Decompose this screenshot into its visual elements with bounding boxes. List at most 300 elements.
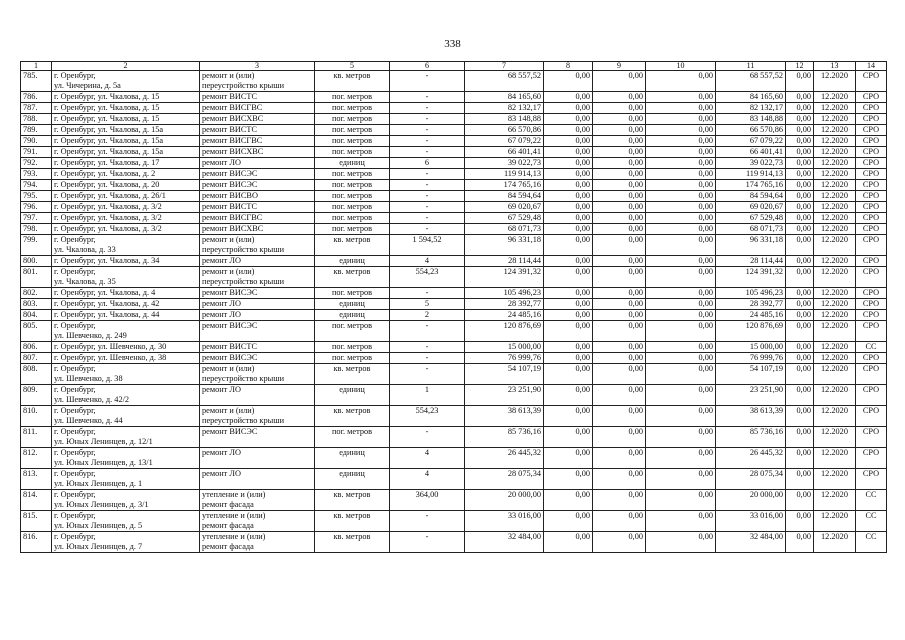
- unit-cell: пог. метров: [315, 213, 390, 224]
- work-line: ремонт ВИСЭС: [202, 169, 258, 178]
- work-line: ремонт ВИСХВС: [202, 224, 264, 233]
- quantity-cell: -: [390, 125, 465, 136]
- table-row: [21, 213, 887, 224]
- date-cell: 12.2020: [814, 385, 856, 406]
- fund-total-cell: 38 613,39: [716, 406, 786, 427]
- fund-total-cell: 66 401,41: [716, 147, 786, 158]
- address-cell: [52, 490, 200, 511]
- work-line: ремонт и (или): [202, 364, 255, 373]
- date-cell: 12.2020: [814, 71, 856, 92]
- cost-cell: 23 251,90: [465, 385, 544, 406]
- fund-total-cell: 69 020,67: [716, 202, 786, 213]
- address-line: ул. Юных Ленинцев, д. 7: [54, 542, 143, 551]
- work-line: ремонт ВИСЭС: [202, 180, 258, 189]
- address-line: г. Оренбург, ул. Чкалова, д. 17: [54, 158, 160, 167]
- address-line: ул. Юных Ленинцев, д. 1: [54, 479, 143, 488]
- fund-cell: 0,00: [786, 256, 814, 267]
- work-type-cell: [200, 490, 315, 511]
- fund-cell: 0,00: [593, 448, 646, 469]
- address-cell: [52, 125, 200, 136]
- address-cell: [52, 406, 200, 427]
- work-type-cell: [200, 71, 315, 92]
- fund-cell: 0,00: [544, 114, 593, 125]
- fund-total-cell: 24 485,16: [716, 310, 786, 321]
- cost-cell: 54 107,19: [465, 364, 544, 385]
- cost-cell: 84 165,60: [465, 92, 544, 103]
- address-line: г. Оренбург, ул. Чкалова, д. 15: [54, 92, 160, 101]
- address-cell: [52, 532, 200, 553]
- fund-cell: 0,00: [646, 136, 716, 147]
- row-number-cell: 803.: [21, 299, 52, 310]
- address-cell: [52, 103, 200, 114]
- unit-cell: пог. метров: [315, 321, 390, 342]
- date-cell: 12.2020: [814, 321, 856, 342]
- row-number-cell: 801.: [21, 267, 52, 288]
- work-line: ремонт и (или): [202, 267, 255, 276]
- fund-total-cell: 84 594,64: [716, 191, 786, 202]
- work-type-cell: [200, 469, 315, 490]
- unit-cell: пог. метров: [315, 92, 390, 103]
- fund-cell: 0,00: [786, 353, 814, 364]
- unit-cell: кв. метров: [315, 364, 390, 385]
- quantity-cell: -: [390, 136, 465, 147]
- address-cell: [52, 448, 200, 469]
- work-type-cell: [200, 136, 315, 147]
- fund-cell: 0,00: [646, 427, 716, 448]
- date-cell: 12.2020: [814, 310, 856, 321]
- unit-cell: пог. метров: [315, 136, 390, 147]
- work-line: ремонт ВИСТС: [202, 125, 258, 134]
- fund-cell: 0,00: [593, 385, 646, 406]
- work-type-cell: [200, 511, 315, 532]
- fund-cell: 0,00: [646, 288, 716, 299]
- work-line: ремонт ВИСЭС: [202, 321, 258, 330]
- fund-cell: 0,00: [593, 136, 646, 147]
- work-type-cell: [200, 532, 315, 553]
- unit-cell: кв. метров: [315, 267, 390, 288]
- unit-cell: пог. метров: [315, 353, 390, 364]
- fund-cell: 0,00: [593, 532, 646, 553]
- quantity-cell: -: [390, 191, 465, 202]
- quantity-cell: 4: [390, 448, 465, 469]
- fund-cell: 0,00: [646, 385, 716, 406]
- date-cell: 12.2020: [814, 235, 856, 256]
- unit-cell: пог. метров: [315, 191, 390, 202]
- table-row: [21, 136, 887, 147]
- column-header: 14: [856, 62, 887, 71]
- work-type-cell: [200, 92, 315, 103]
- fund-cell: 0,00: [544, 267, 593, 288]
- fund-cell: 0,00: [786, 321, 814, 342]
- quantity-cell: -: [390, 71, 465, 92]
- address-line: г. Оренбург, ул. Шевченко, д. 30: [54, 342, 167, 351]
- repair-register-table: [20, 61, 887, 553]
- row-number-cell: 785.: [21, 71, 52, 92]
- fund-cell: 0,00: [544, 92, 593, 103]
- work-line: переустройство крыши: [202, 81, 285, 90]
- fund-cell: 0,00: [646, 147, 716, 158]
- address-cell: [52, 92, 200, 103]
- table-row: [21, 71, 887, 92]
- cost-cell: 67 529,48: [465, 213, 544, 224]
- date-cell: 12.2020: [814, 158, 856, 169]
- unit-cell: единиц: [315, 158, 390, 169]
- address-line: ул. Шевченко, д. 44: [54, 416, 123, 425]
- cost-cell: 32 484,00: [465, 532, 544, 553]
- method-cell: СРО: [856, 169, 887, 180]
- work-line: ремонт ВИСГВС: [202, 136, 263, 145]
- quantity-cell: -: [390, 364, 465, 385]
- table-row: [21, 103, 887, 114]
- work-type-cell: [200, 256, 315, 267]
- method-cell: СРО: [856, 71, 887, 92]
- fund-cell: 0,00: [786, 136, 814, 147]
- method-cell: СРО: [856, 299, 887, 310]
- fund-total-cell: 32 484,00: [716, 532, 786, 553]
- row-number-cell: 810.: [21, 406, 52, 427]
- row-number-cell: 792.: [21, 158, 52, 169]
- fund-cell: 0,00: [593, 147, 646, 158]
- date-cell: 12.2020: [814, 191, 856, 202]
- cost-cell: 120 876,69: [465, 321, 544, 342]
- date-cell: 12.2020: [814, 103, 856, 114]
- table-row: [21, 147, 887, 158]
- fund-cell: 0,00: [593, 267, 646, 288]
- address-line: г. Оренбург, ул. Чкалова, д. 44: [54, 310, 160, 319]
- work-line: ремонт ЛО: [202, 158, 241, 167]
- work-line: ремонт ЛО: [202, 385, 241, 394]
- table-row: [21, 342, 887, 353]
- method-cell: СРО: [856, 191, 887, 202]
- column-header: 8: [544, 62, 593, 71]
- fund-cell: 0,00: [646, 103, 716, 114]
- work-line: ремонт фасада: [202, 542, 254, 551]
- address-line: г. Оренбург, ул. Чкалова, д. 15: [54, 103, 160, 112]
- cost-cell: 84 594,64: [465, 191, 544, 202]
- address-line: г. Оренбург, ул. Чкалова, д. 15: [54, 114, 160, 123]
- fund-cell: 0,00: [646, 191, 716, 202]
- cost-cell: 68 557,52: [465, 71, 544, 92]
- address-line: ул. Чичерина, д. 5а: [54, 81, 121, 90]
- date-cell: 12.2020: [814, 202, 856, 213]
- date-cell: 12.2020: [814, 448, 856, 469]
- fund-cell: 0,00: [544, 191, 593, 202]
- work-line: переустройство крыши: [202, 277, 285, 286]
- table-row: [21, 235, 887, 256]
- quantity-cell: -: [390, 147, 465, 158]
- address-line: ул. Шевченко, д. 42/2: [54, 395, 130, 404]
- fund-cell: 0,00: [786, 427, 814, 448]
- fund-cell: 0,00: [646, 256, 716, 267]
- cost-cell: 174 765,16: [465, 180, 544, 191]
- fund-cell: 0,00: [544, 448, 593, 469]
- date-cell: 12.2020: [814, 427, 856, 448]
- work-line: ремонт ЛО: [202, 256, 241, 265]
- quantity-cell: 6: [390, 158, 465, 169]
- fund-total-cell: 66 570,86: [716, 125, 786, 136]
- work-type-cell: [200, 448, 315, 469]
- table-row: [21, 427, 887, 448]
- row-number-cell: 808.: [21, 364, 52, 385]
- address-line: г. Оренбург,: [54, 267, 96, 276]
- unit-cell: единиц: [315, 256, 390, 267]
- fund-cell: 0,00: [786, 191, 814, 202]
- fund-cell: 0,00: [786, 169, 814, 180]
- work-line: переустройство крыши: [202, 416, 285, 425]
- fund-cell: 0,00: [646, 364, 716, 385]
- cost-cell: 76 999,76: [465, 353, 544, 364]
- work-type-cell: [200, 147, 315, 158]
- fund-total-cell: 82 132,17: [716, 103, 786, 114]
- work-type-cell: [200, 213, 315, 224]
- quantity-cell: 364,00: [390, 490, 465, 511]
- fund-cell: 0,00: [544, 353, 593, 364]
- unit-cell: кв. метров: [315, 511, 390, 532]
- work-type-cell: [200, 288, 315, 299]
- work-line: ремонт ВИСЭС: [202, 427, 258, 436]
- address-cell: [52, 288, 200, 299]
- fund-total-cell: 120 876,69: [716, 321, 786, 342]
- work-type-cell: [200, 321, 315, 342]
- method-cell: СРО: [856, 180, 887, 191]
- fund-cell: 0,00: [593, 353, 646, 364]
- date-cell: 12.2020: [814, 288, 856, 299]
- unit-cell: единиц: [315, 469, 390, 490]
- fund-total-cell: 15 000,00: [716, 342, 786, 353]
- address-line: г. Оренбург, ул. Чкалова, д. 3/2: [54, 224, 162, 233]
- work-line: ремонт ЛО: [202, 310, 241, 319]
- fund-total-cell: 68 071,73: [716, 224, 786, 235]
- method-cell: СРО: [856, 385, 887, 406]
- address-line: г. Оренбург, ул. Чкалова, д. 34: [54, 256, 160, 265]
- date-cell: 12.2020: [814, 114, 856, 125]
- fund-cell: 0,00: [786, 202, 814, 213]
- method-cell: СРО: [856, 202, 887, 213]
- fund-cell: 0,00: [646, 235, 716, 256]
- method-cell: СРО: [856, 267, 887, 288]
- unit-cell: пог. метров: [315, 427, 390, 448]
- fund-total-cell: 28 392,77: [716, 299, 786, 310]
- work-line: переустройство крыши: [202, 374, 285, 383]
- unit-cell: единиц: [315, 310, 390, 321]
- date-cell: 12.2020: [814, 267, 856, 288]
- method-cell: СРО: [856, 103, 887, 114]
- column-header: 13: [814, 62, 856, 71]
- fund-total-cell: 83 148,88: [716, 114, 786, 125]
- quantity-cell: -: [390, 213, 465, 224]
- work-line: ремонт ВИСТС: [202, 92, 258, 101]
- address-cell: [52, 147, 200, 158]
- cost-cell: 39 022,73: [465, 158, 544, 169]
- table-row: [21, 532, 887, 553]
- cost-cell: 119 914,13: [465, 169, 544, 180]
- fund-cell: 0,00: [544, 213, 593, 224]
- work-line: утепление и (или): [202, 532, 266, 541]
- quantity-cell: -: [390, 288, 465, 299]
- quantity-cell: -: [390, 353, 465, 364]
- work-line: ремонт ВИСТС: [202, 202, 258, 211]
- unit-cell: пог. метров: [315, 169, 390, 180]
- address-line: г. Оренбург,: [54, 321, 96, 330]
- cost-cell: 33 016,00: [465, 511, 544, 532]
- quantity-cell: -: [390, 342, 465, 353]
- work-type-cell: [200, 353, 315, 364]
- address-cell: [52, 353, 200, 364]
- fund-total-cell: 23 251,90: [716, 385, 786, 406]
- fund-cell: 0,00: [786, 224, 814, 235]
- fund-cell: 0,00: [593, 310, 646, 321]
- address-cell: [52, 427, 200, 448]
- method-cell: СРО: [856, 364, 887, 385]
- row-number-cell: 798.: [21, 224, 52, 235]
- address-cell: [52, 180, 200, 191]
- work-line: ремонт ВИСХВС: [202, 147, 264, 156]
- fund-cell: 0,00: [544, 364, 593, 385]
- work-line: утепление и (или): [202, 511, 266, 520]
- fund-cell: 0,00: [544, 490, 593, 511]
- table-row: [21, 310, 887, 321]
- fund-cell: 0,00: [646, 202, 716, 213]
- cost-cell: 28 114,44: [465, 256, 544, 267]
- fund-total-cell: 67 529,48: [716, 213, 786, 224]
- row-number-cell: 806.: [21, 342, 52, 353]
- table-row: [21, 490, 887, 511]
- fund-cell: 0,00: [646, 448, 716, 469]
- method-cell: СРО: [856, 427, 887, 448]
- work-line: ремонт ВИСЭС: [202, 353, 258, 362]
- fund-cell: 0,00: [786, 310, 814, 321]
- address-line: г. Оренбург,: [54, 406, 96, 415]
- address-line: г. Оренбург, ул. Чкалова, д. 26/1: [54, 191, 166, 200]
- fund-cell: 0,00: [786, 147, 814, 158]
- row-number-cell: 809.: [21, 385, 52, 406]
- method-cell: СРО: [856, 224, 887, 235]
- date-cell: 12.2020: [814, 406, 856, 427]
- fund-cell: 0,00: [786, 532, 814, 553]
- work-type-cell: [200, 310, 315, 321]
- cost-cell: 38 613,39: [465, 406, 544, 427]
- row-number-cell: 797.: [21, 213, 52, 224]
- fund-total-cell: 76 999,76: [716, 353, 786, 364]
- fund-cell: 0,00: [593, 71, 646, 92]
- cost-cell: 28 392,77: [465, 299, 544, 310]
- column-number-row: [21, 62, 887, 71]
- work-type-cell: [200, 385, 315, 406]
- fund-cell: 0,00: [544, 71, 593, 92]
- cost-cell: 68 071,73: [465, 224, 544, 235]
- fund-cell: 0,00: [646, 532, 716, 553]
- work-line: ремонт и (или): [202, 406, 255, 415]
- work-type-cell: [200, 125, 315, 136]
- fund-cell: 0,00: [646, 92, 716, 103]
- date-cell: 12.2020: [814, 224, 856, 235]
- fund-cell: 0,00: [786, 511, 814, 532]
- fund-cell: 0,00: [593, 158, 646, 169]
- cost-cell: 20 000,00: [465, 490, 544, 511]
- row-number-cell: 812.: [21, 448, 52, 469]
- fund-total-cell: 105 496,23: [716, 288, 786, 299]
- row-number-cell: 794.: [21, 180, 52, 191]
- quantity-cell: 1 594,52: [390, 235, 465, 256]
- table-row: [21, 385, 887, 406]
- address-cell: [52, 158, 200, 169]
- date-cell: 12.2020: [814, 532, 856, 553]
- row-number-cell: 791.: [21, 147, 52, 158]
- fund-total-cell: 26 445,32: [716, 448, 786, 469]
- method-cell: СРО: [856, 213, 887, 224]
- address-line: г. Оренбург,: [54, 427, 96, 436]
- date-cell: 12.2020: [814, 92, 856, 103]
- fund-cell: 0,00: [593, 224, 646, 235]
- fund-cell: 0,00: [593, 92, 646, 103]
- fund-cell: 0,00: [544, 147, 593, 158]
- date-cell: 12.2020: [814, 490, 856, 511]
- cost-cell: 124 391,32: [465, 267, 544, 288]
- date-cell: 12.2020: [814, 364, 856, 385]
- address-line: г. Оренбург,: [54, 235, 96, 244]
- column-header: 2: [52, 62, 200, 71]
- fund-cell: 0,00: [593, 511, 646, 532]
- address-line: г. Оренбург, ул. Чкалова, д. 15а: [54, 136, 164, 145]
- address-cell: [52, 213, 200, 224]
- fund-cell: 0,00: [544, 256, 593, 267]
- address-line: г. Оренбург,: [54, 448, 96, 457]
- table-row: [21, 288, 887, 299]
- table-row: [21, 180, 887, 191]
- address-line: ул. Юных Ленинцев, д. 12/1: [54, 437, 153, 446]
- address-cell: [52, 469, 200, 490]
- fund-cell: 0,00: [544, 321, 593, 342]
- column-header: 6: [390, 62, 465, 71]
- address-cell: [52, 385, 200, 406]
- fund-cell: 0,00: [646, 180, 716, 191]
- fund-cell: 0,00: [544, 158, 593, 169]
- quantity-cell: -: [390, 321, 465, 342]
- fund-cell: 0,00: [593, 202, 646, 213]
- cost-cell: 83 148,88: [465, 114, 544, 125]
- fund-total-cell: 28 075,34: [716, 469, 786, 490]
- fund-cell: 0,00: [786, 213, 814, 224]
- fund-cell: 0,00: [786, 288, 814, 299]
- row-number-cell: 814.: [21, 490, 52, 511]
- method-cell: СРО: [856, 406, 887, 427]
- quantity-cell: -: [390, 169, 465, 180]
- cost-cell: 66 401,41: [465, 147, 544, 158]
- date-cell: 12.2020: [814, 125, 856, 136]
- address-line: г. Оренбург,: [54, 511, 96, 520]
- quantity-cell: -: [390, 180, 465, 191]
- cost-cell: 85 736,16: [465, 427, 544, 448]
- method-cell: СРО: [856, 310, 887, 321]
- work-line: ремонт ВИСХВС: [202, 114, 264, 123]
- address-line: г. Оренбург, ул. Чкалова, д. 42: [54, 299, 160, 308]
- table-row: [21, 469, 887, 490]
- fund-cell: 0,00: [786, 114, 814, 125]
- address-line: ул. Юных Ленинцев, д. 5: [54, 521, 143, 530]
- address-line: г. Оренбург,: [54, 71, 96, 80]
- fund-total-cell: 28 114,44: [716, 256, 786, 267]
- row-number-cell: 787.: [21, 103, 52, 114]
- fund-cell: 0,00: [593, 213, 646, 224]
- work-type-cell: [200, 235, 315, 256]
- unit-cell: пог. метров: [315, 202, 390, 213]
- fund-cell: 0,00: [786, 71, 814, 92]
- work-type-cell: [200, 158, 315, 169]
- fund-cell: 0,00: [786, 364, 814, 385]
- cost-cell: 26 445,32: [465, 448, 544, 469]
- fund-cell: 0,00: [593, 169, 646, 180]
- date-cell: 12.2020: [814, 469, 856, 490]
